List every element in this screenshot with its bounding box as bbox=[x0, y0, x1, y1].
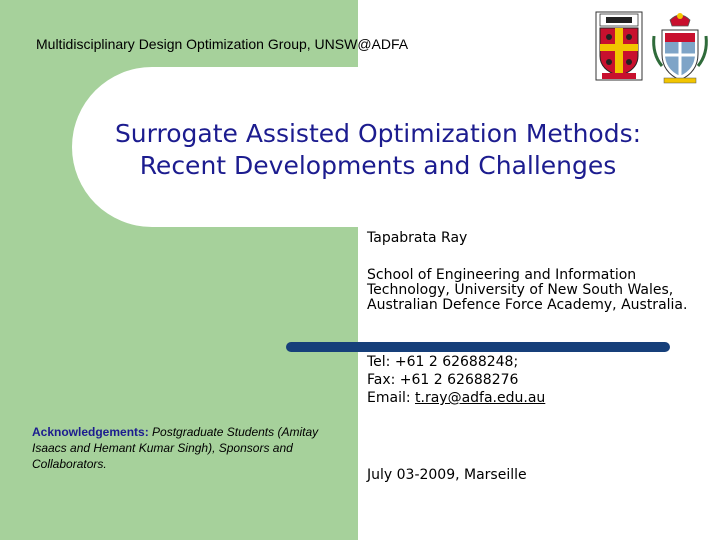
title-line-2: Recent Developments and Challenges bbox=[139, 151, 617, 180]
presentation-date: July 03-2009, Marseille bbox=[367, 467, 527, 483]
group-name-header: Multidisciplinary Design Optimization Group, UNSW@ADFA bbox=[36, 36, 409, 52]
author-name: Tapabrata Ray bbox=[367, 230, 468, 246]
unsw-crest-logo bbox=[594, 10, 644, 82]
contact-fax: Fax: +61 2 62688276 bbox=[367, 372, 519, 388]
title-line-1: Surrogate Assisted Optimization Methods: bbox=[114, 119, 642, 148]
acknowledgements-text: Postgraduate Students (Amitay Isaacs and Hemant Kumar Singh), Sponsors and Collaborators. bbox=[32, 425, 319, 471]
contact-email-label: Email: bbox=[367, 390, 416, 406]
adfa-crest-logo bbox=[650, 10, 710, 85]
acknowledgements-label: Acknowledgements: bbox=[32, 425, 149, 439]
email-link[interactable]: t.ray@adfa.edu.au bbox=[415, 390, 546, 406]
author-affiliation: School of Engineering and Information Technology, University of New South Wales, Australian Defence Force Academy, Australia. bbox=[367, 267, 688, 313]
contact-block bbox=[367, 353, 545, 407]
contact-tel: Tel: +61 2 62688248; bbox=[367, 354, 519, 370]
acknowledgements bbox=[32, 424, 332, 472]
presentation-title bbox=[72, 118, 684, 182]
divider-bar bbox=[286, 342, 670, 352]
contact-email-row bbox=[367, 389, 545, 407]
